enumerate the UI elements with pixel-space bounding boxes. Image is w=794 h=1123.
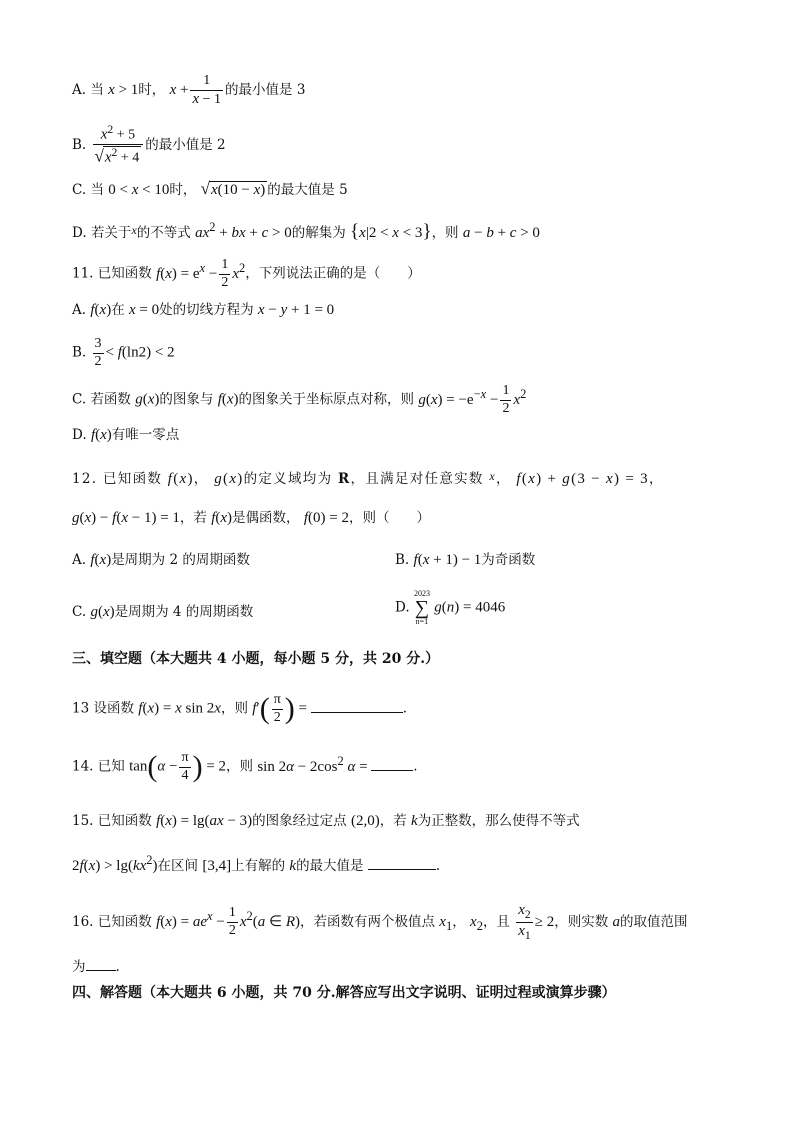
answer-blank[interactable] bbox=[371, 757, 413, 771]
answer-blank[interactable] bbox=[311, 699, 403, 713]
q12-option-a: A. f(x)是周期为 2 的周期函数 bbox=[72, 552, 250, 568]
answer-blank[interactable] bbox=[368, 856, 436, 870]
q16-line2: 为 . bbox=[72, 959, 120, 975]
q12-option-c: C. g(x)是周期为 4 的周期函数 bbox=[72, 604, 254, 620]
q10-option-d: D. 若关于x的不等式 $ax^2$ + bx + c > 0的解集为 {x|2 < x < 3}，则 a − b + c > 0 bbox=[72, 220, 540, 242]
q10-option-c: C. 当 0 < x < 10时， √x(10 − x) 的最大值是 5 bbox=[72, 179, 348, 198]
q15-line2: $2f(x) > \lg(kx^2)$在区间 [3,4]上有解的 k的最大值是 . bbox=[72, 853, 441, 874]
q12-stem-line1: 12. 已知函数 f(x)， g(x)的定义域均为 R，且满足对任意实数 x， f(x) + g(3 − x) = 3， bbox=[72, 469, 664, 487]
q11-stem: 11. 已知函数 $f(x) = e^x$ − $\frac{1}{2}$ $x^2$，下列说法正确的是（ ） bbox=[72, 257, 421, 290]
answer-blank[interactable] bbox=[86, 957, 116, 971]
q11-option-a: A. f(x)在 x = 0处的切线方程为 x − y + 1 = 0 bbox=[72, 302, 335, 318]
summation-symbol: 2023 ∑ n=1 bbox=[413, 589, 430, 626]
q14: 14. 已知 tan(α − $\frac{\pi}{4}$ ) = 2，则 $\sin 2\alpha - 2\cos^2$ α = . bbox=[72, 750, 418, 784]
q12-option-b: B. f(x + 1) − 1为奇函数 bbox=[395, 552, 536, 568]
q12-stem-line2: g(x) − f(x − 1) = 1，若 f(x)是偶函数， f(0) = 2，则（ ） bbox=[72, 510, 430, 526]
q10-option-b: B. $\frac{x^2 + 5}{√x^2 + 4}$ 的最小值是 2 bbox=[72, 123, 226, 167]
q11-option-d: D. f(x)有唯一零点 bbox=[72, 427, 180, 443]
section-4-heading: 四、解答题（本大题共 6 小题，共 70 分.解答应写出文字说明、证明过程或演算步骤） bbox=[72, 985, 616, 1001]
q11-option-c: C. 若函数 g(x)的图象与 f(x)的图象关于坐标原点对称，则 $g(x) = -e^{-x}$ − $\frac{1}{2}$ $x^2$ bbox=[72, 383, 527, 416]
section-3-heading: 三、填空题（本大题共 4 小题，每小题 5 分，共 20 分.） bbox=[72, 651, 440, 667]
q15-line1: 15. 已知函数 f(x) = lg(ax − 3)的图象经过定点 (2,0)，若 k为正整数，那么使得不等式 bbox=[72, 813, 580, 829]
q13: 13 设函数 f(x) = x sin 2x，则 f′( $\frac{\pi}{2}$ ) = . bbox=[72, 692, 408, 726]
q16-line1: 16. 已知函数 $f(x) = ae^x$ − $\frac{1}{2}$ $x^2(a$ ∈ R)，若函数有两个极值点 $x_1$， $x_2$，且 $\frac{x_2}{x_1}$ ≥ 2，则实数 a的取值范围 bbox=[72, 902, 688, 942]
q10-option-a: A. 当 x > 1时， x + $\frac{1}{x - 1}$ 的最小值是 3 bbox=[72, 73, 306, 107]
q12-option-d: D. 2023 ∑ n=1 g(n) = 4046 bbox=[395, 589, 506, 626]
q11-option-b: B. $\frac{3}{2}$ < f(ln2) < 2 bbox=[72, 336, 175, 369]
